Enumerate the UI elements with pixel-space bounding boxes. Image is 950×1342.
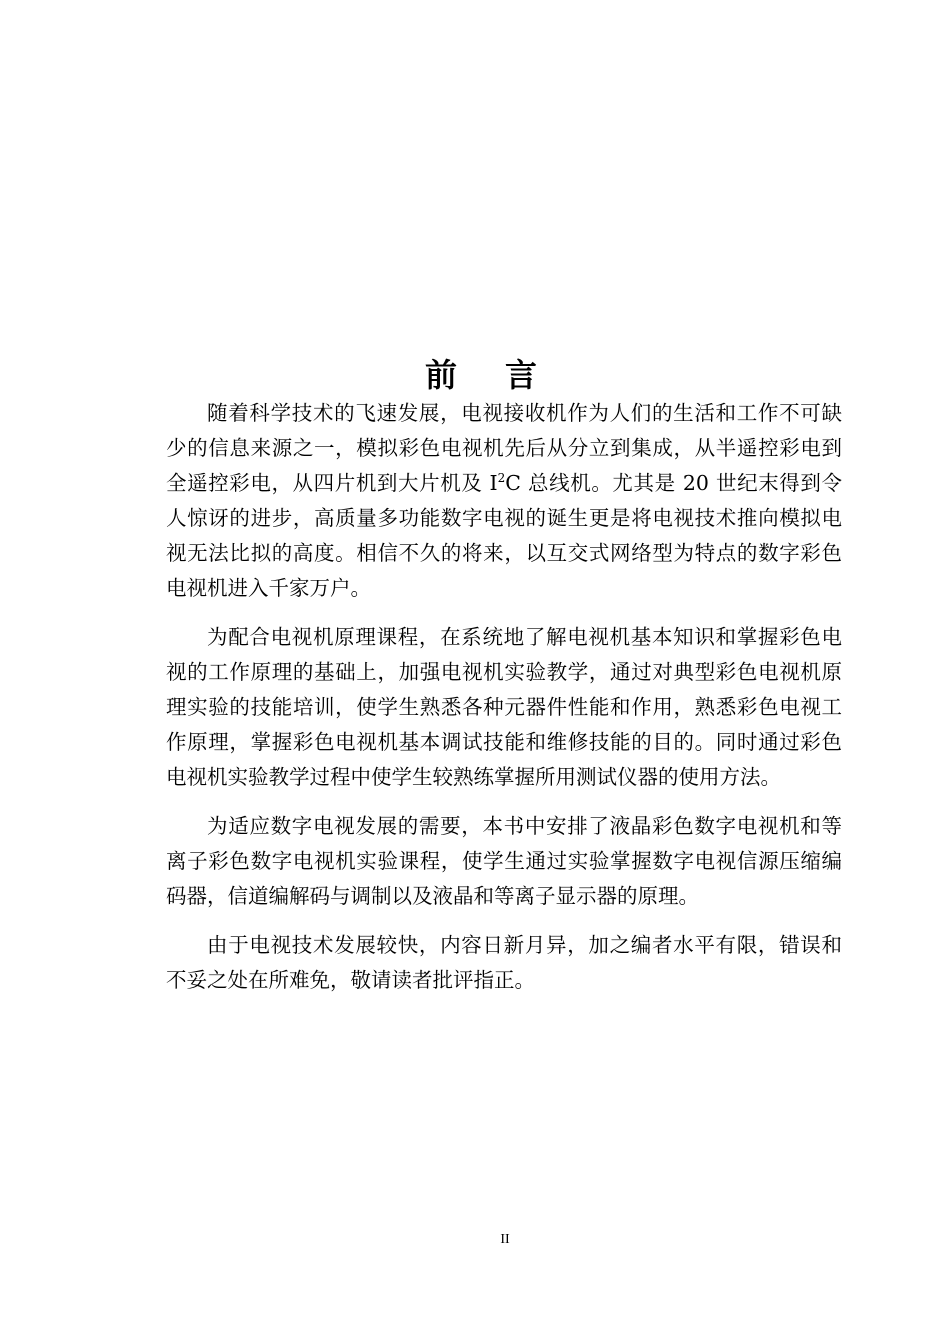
superscript-2: 2	[497, 471, 506, 485]
page-number: II	[500, 1232, 510, 1247]
paragraph-1-text-a: 随着科学技术的飞速发展，电视接收机作为人们的生活和工作不可缺少的信息来源之一，模拟彩色电视机先后从分立到集成，从半遥控彩电到全遥控彩电，从四片机到大片机及 I	[166, 401, 842, 495]
preface-body	[166, 396, 842, 1012]
paragraph-4: 由于电视技术发展较快，内容日新月异，加之编者水平有限，错误和不妥之处在所难免，敬请读者批评指正。	[166, 933, 842, 992]
page-title: 前言	[424, 356, 585, 395]
paragraph-1	[166, 396, 842, 606]
paragraph-3: 为适应数字电视发展的需要，本书中安排了液晶彩色数字电视机和等离子彩色数字电视机实验课程，使学生通过实验掌握数字电视信源压缩编码器，信道编解码与调制以及液晶和等离子显示器的原理。	[166, 814, 842, 908]
paragraph-1-text-b: C 总线机。尤其是 20 世纪末得到令人惊讶的进步，高质量多功能数字电视的诞生更是将电视技术推向模拟电视无法比拟的高度。相信不久的将来，以互交式网络型为特点的数字彩色电视机进入千家万户。	[166, 471, 842, 600]
paragraph-2: 为配合电视机原理课程，在系统地了解电视机基本知识和掌握彩色电视的工作原理的基础上，加强电视机实验教学，通过对典型彩色电视机原理实验的技能培训，使学生熟悉各种元器件性能和作用，熟悉彩色电视工作原理，掌握彩色电视机基本调试技能和维修技能的目的。同时通过彩色电视机实验教学过程中使学生较熟练掌握所用测试仪器的使用方法。	[166, 625, 842, 789]
